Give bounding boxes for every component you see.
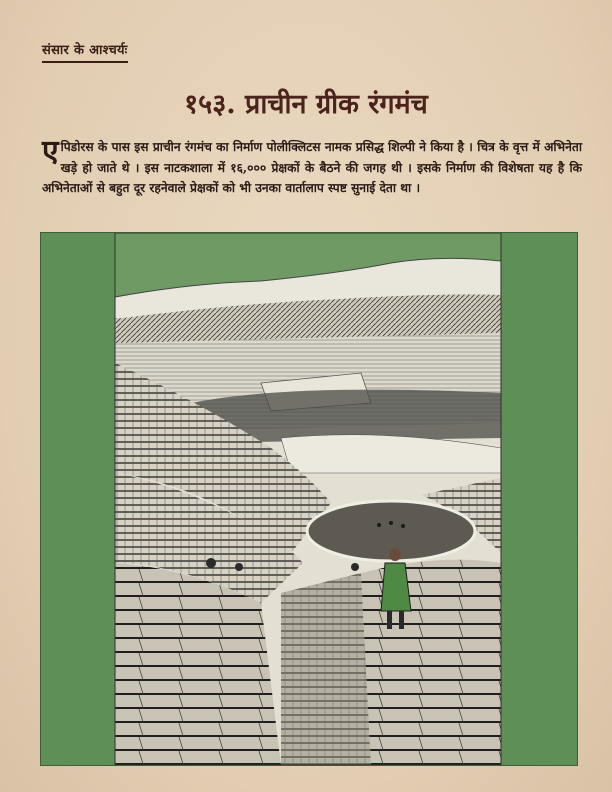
foreground-steps-right — [361, 560, 501, 765]
theatre-drawing — [41, 233, 577, 765]
drop-cap: ए — [42, 134, 59, 169]
article-body-text: पिडोरस के पास इस प्राचीन रंगमंच का निर्माण पोलीक्लिटस नामक प्रसिद्ध शिल्पी ने किया है । चित्र के वृत्त में अभिनेता खड़े हो जाते थे । इस नाटकशाला में १६,००० प्रेक्षकों के बैठने की जगह थी । इसके निर्माण की विशेषता यह है कि अभिनेताओं से बहुत दूर रहनेवाले प्रेक्षकों को भी उनका वार्तालाप स्पष्ट सुनाई देता था । — [42, 140, 582, 195]
section-label: संसार के आश्चर्यः — [42, 40, 128, 63]
theatre-illustration — [40, 232, 578, 766]
article-title: १५३. प्राचीन ग्रीक रंगमंच — [184, 89, 428, 120]
article-body — [42, 134, 582, 199]
